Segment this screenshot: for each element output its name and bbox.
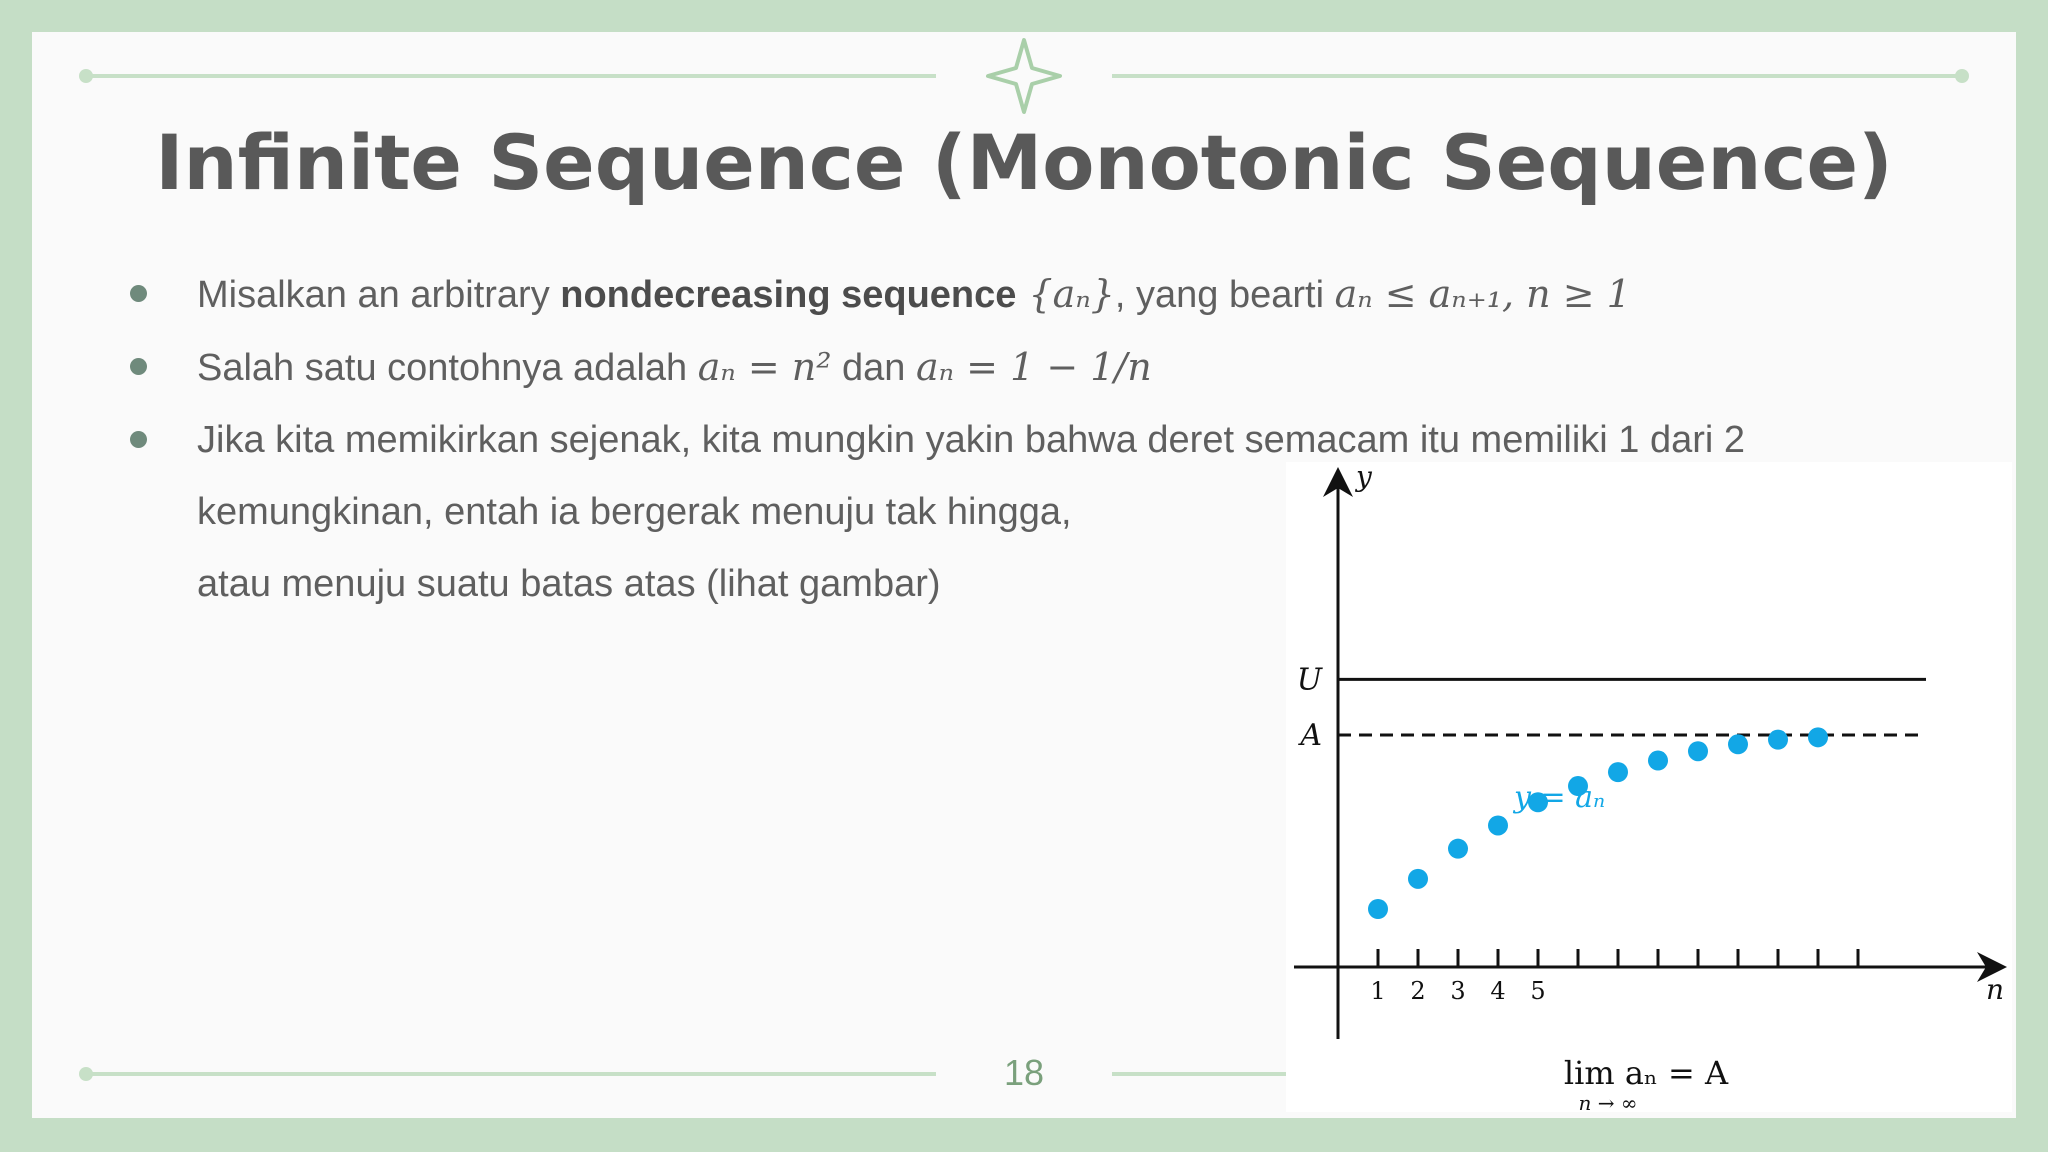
bullet-item-1 <box>130 258 1930 331</box>
data-point <box>1728 734 1748 754</box>
x-tick-label: 3 <box>1450 977 1466 1005</box>
hline-label: A <box>1300 718 1322 753</box>
limit-caption: lim aₙ = A <box>1563 1054 1729 1092</box>
data-point <box>1608 762 1628 782</box>
bullet-3-line-1: Jika kita memikirkan sejenak, kita mungkin yakin bahwa deret semacam itu memiliki 1 dari 2 <box>197 419 1746 461</box>
bullet-1-prefix: Misalkan an arbitrary <box>197 274 561 316</box>
x-tick-label: 5 <box>1530 977 1546 1005</box>
data-point <box>1648 751 1668 771</box>
bullet-1-math-set: {aₙ} <box>1016 272 1115 316</box>
series-label: y = aₙ <box>1514 780 1606 815</box>
data-point <box>1808 727 1828 747</box>
bullet-3-line-2: kemungkinan, entah ia bergerak menuju tak hingga, <box>197 491 1072 533</box>
data-point <box>1488 815 1508 835</box>
x-axis-label: n <box>1986 973 2005 1006</box>
limit-caption-subscript: n → ∞ <box>1578 1091 1638 1112</box>
x-tick-label: 4 <box>1490 977 1506 1005</box>
x-tick-label: 1 <box>1370 977 1386 1005</box>
bullet-3-line-3: atau menuju suatu batas atas (lihat gambar) <box>197 563 941 605</box>
data-point <box>1368 899 1388 919</box>
bullet-1-bold: nondecreasing sequence <box>560 274 1017 316</box>
data-point <box>1768 730 1788 750</box>
y-axis-label: y <box>1356 462 1372 493</box>
x-tick-label: 2 <box>1410 977 1426 1005</box>
data-point <box>1448 839 1468 859</box>
bullet-2-middle: dan <box>831 347 917 389</box>
slide-title: Infinite Sequence (Monotonic Sequence) <box>155 118 1893 207</box>
bullet-2-math-1: aₙ = n² <box>697 345 832 389</box>
hline-label: U <box>1296 662 1322 698</box>
bullet-dot-icon <box>130 331 150 403</box>
bullet-1-middle: , yang bearti <box>1114 274 1335 316</box>
data-point <box>1688 741 1708 761</box>
bullet-2-math-2: aₙ = 1 − 1/n <box>916 345 1152 389</box>
page-number: 18 <box>1003 1052 1045 1093</box>
scatter-chart <box>1286 462 2012 1112</box>
bullet-dot-icon <box>130 404 150 476</box>
bullet-item-2 <box>130 331 1930 404</box>
limit-figure <box>1286 462 2012 1112</box>
data-point <box>1408 869 1428 889</box>
bullet-2-prefix: Salah satu contohnya adalah <box>197 347 698 389</box>
bullet-dot-icon <box>130 258 150 330</box>
bullet-1-math-inequality: aₙ ≤ aₙ₊₁, n ≥ 1 <box>1334 272 1631 316</box>
